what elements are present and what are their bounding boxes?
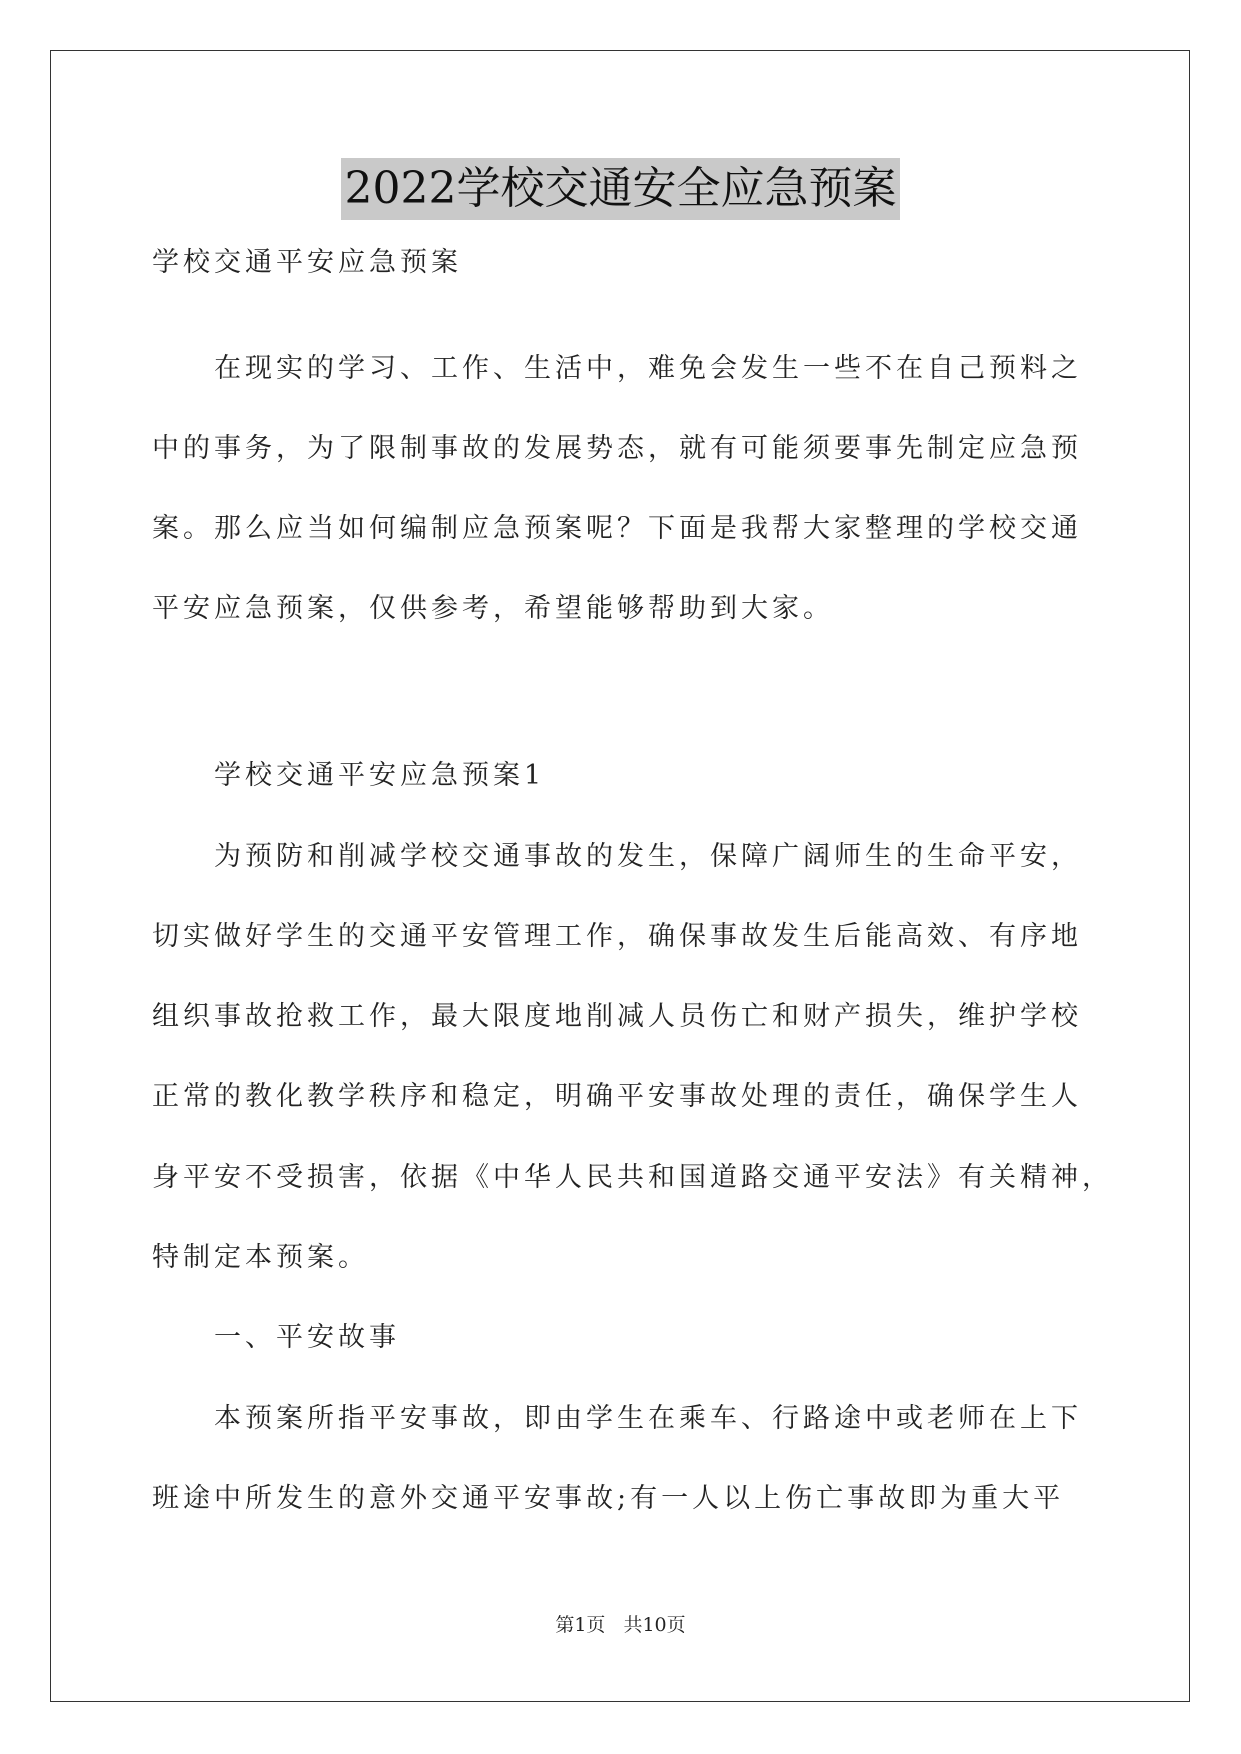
- body-line: 在现实的学习、工作、生活中，难免会发生一些不在自己预料之: [152, 353, 1082, 384]
- title-wrap: [0, 158, 1241, 220]
- body-line: 正常的教化教学秩序和稳定，明确平安事故处理的责任，确保学生人: [152, 1081, 1082, 1112]
- body-line: 特制定本预案。: [152, 1242, 369, 1273]
- section-heading: 一、平安故事: [152, 1322, 400, 1353]
- page-border: [50, 50, 1190, 1702]
- page-total: 共10页: [623, 1614, 686, 1636]
- body-line: 身平安不受损害，依据《中华人民共和国道路交通平安法》有关精神，: [152, 1162, 1113, 1193]
- page-footer: [0, 1610, 1241, 1637]
- body-line: 平安应急预案，仅供参考，希望能够帮助到大家。: [152, 593, 834, 624]
- document-title: 2022学校交通安全应急预案: [341, 158, 901, 220]
- body-line: 本预案所指平安事故，即由学生在乘车、行路途中或老师在上下: [152, 1403, 1082, 1434]
- body-line: 班途中所发生的意外交通平安事故;有一人以上伤亡事故即为重大平: [152, 1483, 1065, 1514]
- body-line: 组织事故抢救工作，最大限度地削减人员伤亡和财产损失，维护学校: [152, 1001, 1082, 1032]
- body-line: 切实做好学生的交通平安管理工作，确保事故发生后能高效、有序地: [152, 921, 1082, 952]
- subtitle-line: 学校交通平安应急预案: [152, 247, 462, 278]
- body-line: 中的事务，为了限制事故的发展势态，就有可能须要事先制定应急预: [152, 433, 1082, 464]
- section-heading: 学校交通平安应急预案1: [152, 760, 546, 791]
- body-line: 为预防和削减学校交通事故的发生，保障广阔师生的生命平安，: [152, 841, 1082, 872]
- body-line: 案。那么应当如何编制应急预案呢？下面是我帮大家整理的学校交通: [152, 513, 1082, 544]
- page-number: 第1页: [555, 1614, 606, 1636]
